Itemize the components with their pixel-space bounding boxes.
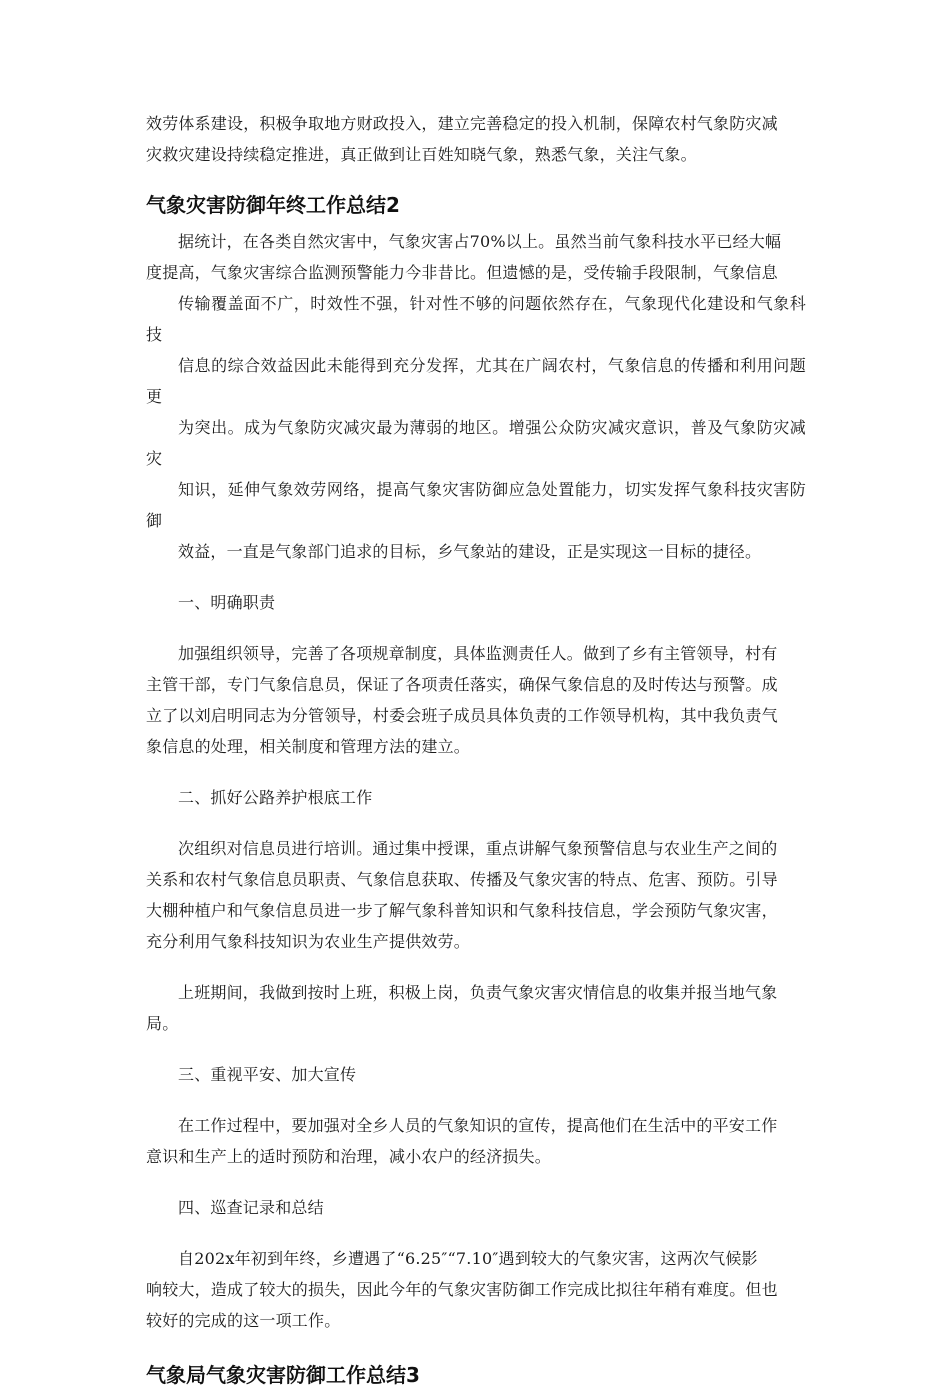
text-line: 效劳体系建设，积极争取地方财政投入，建立完善稳定的投入机制，保障农村气象防灾减	[146, 114, 778, 133]
text-line: 局。	[146, 1014, 179, 1033]
section-4-paragraph	[146, 1243, 806, 1336]
intro-paragraph	[146, 108, 806, 170]
text-line: 主管干部，专门气象信息员，保证了各项责任落实，确保气象信息的及时传达与预警。成	[146, 675, 778, 694]
section-title-1: 一、明确职责	[178, 593, 276, 612]
section-title-4: 四、巡查记录和总结	[178, 1198, 324, 1217]
text-line: 较好的完成的这一项工作。	[146, 1311, 341, 1330]
section-title-2: 二、抓好公路养护根底工作	[178, 788, 373, 807]
text-line: 度提高，气象灾害综合监测预警能力今非昔比。但遗憾的是，受传输手段限制，气象信息	[146, 263, 778, 282]
text-line: 灾救灾建设持续稳定推进，真正做到让百姓知晓气象，熟悉气象，关注气象。	[146, 145, 697, 164]
text-line: 立了以刘启明同志为分管领导，村委会班子成员具体负责的工作领导机构，其中我负责气	[146, 706, 778, 725]
text-line: 响较大，造成了较大的损失，因此今年的气象灾害防御工作完成比拟往年稍有难度。但也	[146, 1280, 778, 1299]
text-line: 知识，延伸气象效劳网络，提高气象灾害防御应急处置能力，切实发挥气象科技灾害防御	[146, 480, 806, 530]
section-3-paragraph	[146, 1110, 806, 1172]
text-line: 关系和农村气象信息员职责、气象信息获取、传播及气象灾害的特点、危害、预防。引导	[146, 870, 778, 889]
section-title-3: 三、重视平安、加大宣传	[178, 1065, 357, 1084]
text-line: 效益，一直是气象部门追求的目标，乡气象站的建设，正是实现这一目标的捷径。	[178, 542, 762, 561]
heading-summary-2: 气象灾害防御年终工作总结2	[146, 193, 400, 217]
heading-summary-3: 气象局气象灾害防御工作总结3	[146, 1363, 420, 1387]
statistics-paragraph	[146, 226, 806, 567]
text-line: 自202x年初到年终，乡遭遇了“6.25″“7.10″遇到较大的气象灾害，这两次气候影	[178, 1249, 758, 1268]
text-line: 信息的综合效益因此未能得到充分发挥，尤其在广阔农村，气象信息的传播和利用问题更	[146, 356, 806, 406]
text-line: 传输覆盖面不广，时效性不强，针对性不够的问题依然存在，气象现代化建设和气象科技	[146, 294, 806, 344]
duty-paragraph	[146, 977, 806, 1039]
text-line: 充分利用气象科技知识为农业生产提供效劳。	[146, 932, 471, 951]
text-line: 在工作过程中，要加强对全乡人员的气象知识的宣传，提高他们在生活中的平安工作	[178, 1116, 778, 1135]
text-line: 意识和生产上的适时预防和治理，减小农户的经济损失。	[146, 1147, 552, 1166]
text-line: 象信息的处理，相关制度和管理方法的建立。	[146, 737, 471, 756]
document-page	[146, 108, 806, 1390]
text-line: 据统计，在各类自然灾害中，气象灾害占70%以上。虽然当前气象科技水平已经大幅	[178, 232, 782, 251]
section-2-paragraph	[146, 833, 806, 957]
section-1-paragraph	[146, 638, 806, 762]
text-line: 次组织对信息员进行培训。通过集中授课，重点讲解气象预警信息与农业生产之间的	[178, 839, 778, 858]
text-line: 大棚种植户和气象信息员进一步了解气象科普知识和气象科技信息，学会预防气象灾害，	[146, 901, 778, 920]
text-line: 为突出。成为气象防灾减灾最为薄弱的地区。增强公众防灾减灾意识，普及气象防灾减灾	[146, 418, 806, 468]
text-line: 上班期间，我做到按时上班，积极上岗，负责气象灾害灾情信息的收集并报当地气象	[178, 983, 778, 1002]
text-line: 加强组织领导，完善了各项规章制度，具体监测责任人。做到了乡有主管领导，村有	[178, 644, 778, 663]
